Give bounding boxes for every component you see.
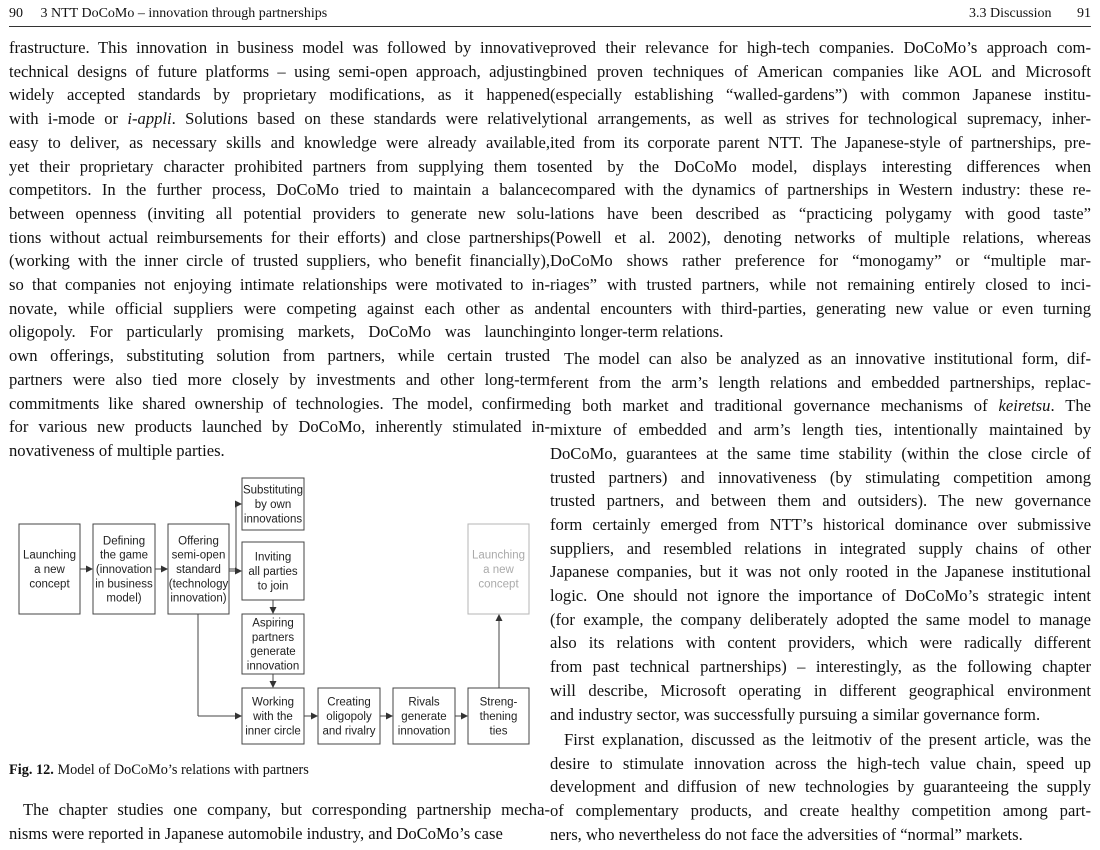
box-launching <box>19 524 80 614</box>
text-line <box>550 584 1091 608</box>
box-label-line: in business <box>95 578 153 591</box>
text-segment: sented by the DoCoMo model, displays interesting differences when <box>550 156 1091 176</box>
left-paragraph-2 <box>9 798 550 845</box>
box-label-line: innovation <box>397 725 451 738</box>
box-label-line: the game <box>100 549 148 562</box>
text-segment: (working with the inner circle of trusted suppliers, who benefit financially), <box>9 251 550 271</box>
box-label-line: and rivalry <box>322 725 376 738</box>
text-line <box>550 297 1091 321</box>
box-label-line: standard <box>176 564 221 576</box>
text-segment: The chapter studies one company, but corresponding partnership mecha- <box>23 800 550 819</box>
running-title-right: 3.3 Discussion <box>969 6 1052 21</box>
text-line <box>9 131 550 155</box>
text-segment: novate, while official suppliers were competing against each other as an <box>9 298 550 318</box>
text-segment: easy to deliver, as necessary skills and knowledge were already available, <box>9 132 550 152</box>
box-label-line: (technology <box>168 578 229 591</box>
text-segment: into longer-term relations. <box>550 322 724 342</box>
box-working <box>242 688 304 744</box>
text-segment: and industry sector, was successfully pursuing a similar governance form. <box>550 704 1041 724</box>
box-label-line: by own <box>254 499 292 511</box>
text-segment: bined proven techniques of American companies like AOL and Microsoft <box>550 61 1091 81</box>
text-line <box>550 655 1091 679</box>
text-segment: with i-mode or <box>9 109 128 129</box>
text-line <box>9 36 550 60</box>
text-segment: tional arrangements, as well as strives for technological supremacy, inher- <box>550 109 1091 129</box>
figure-caption <box>9 762 309 779</box>
text-segment: . The <box>1050 396 1091 416</box>
text-line <box>550 371 1091 395</box>
text-line <box>550 513 1091 537</box>
box-label-line: a new <box>34 564 65 576</box>
text-segment: compared with the dynamics of partnerships in Western industry: these re- <box>550 180 1091 200</box>
box-label-line: a new <box>483 564 514 576</box>
text-line <box>9 107 550 131</box>
text-segment: technical designs of future platforms – using semi-open approach, adjusting <box>9 61 550 81</box>
text-line <box>9 249 550 273</box>
text-segment: nisms were reported in Japanese automobile industry, and DoCoMo’s case <box>9 823 503 843</box>
text-segment: trusted partners, and between them and outsiders). The new governance <box>550 491 1091 511</box>
box-inviting <box>242 542 304 600</box>
box-label-line: Working <box>252 696 294 709</box>
text-segment: lations have been described as “practicing polygamy with good taste” <box>550 203 1091 223</box>
text-segment: for various new products launched by DoCoMo, inherently stimulated in- <box>9 417 550 437</box>
text-segment: novativeness of multiple parties. <box>9 440 225 460</box>
text-line <box>550 799 1091 823</box>
text-line <box>9 155 550 179</box>
box-creating <box>318 688 380 744</box>
box-label-line: Aspiring <box>252 617 294 630</box>
box-defining <box>93 524 155 614</box>
text-line <box>550 60 1091 84</box>
box-label-line: generate <box>250 646 296 659</box>
text-line <box>9 297 550 321</box>
text-line <box>550 36 1091 60</box>
box-label-line: with the <box>253 711 293 723</box>
running-head-left <box>9 4 550 24</box>
text-segment: suppliers, and resembled relations in integrated supply chains of other <box>550 538 1091 558</box>
text-line <box>550 775 1091 799</box>
text-segment: (Powell et al. 2002), denoting networks of multiple relations, whereas <box>550 227 1091 247</box>
text-segment: riages” with trusted partners, while not remaining entirely closed to inci- <box>550 275 1091 295</box>
box-label-line: all parties <box>248 566 298 578</box>
text-segment: commitments like shared ownership of technologies. The model, confirmed <box>9 393 550 413</box>
text-line <box>550 752 1091 776</box>
text-line <box>550 631 1091 655</box>
text-line <box>550 728 1091 752</box>
box-label-line: concept <box>29 578 70 591</box>
box-label-line: inner circle <box>245 725 301 738</box>
page-number-right: 91 <box>1077 6 1091 21</box>
header-rule-right <box>550 26 1091 27</box>
text-segment: competitors. In the further process, DoCoMo tried to maintain a balance <box>9 180 550 200</box>
text-segment: also its relations with content providers, which were radically different <box>550 633 1091 653</box>
text-segment: tions without actual reimbursements for their efforts) and close partnerships <box>9 227 550 247</box>
text-line <box>550 418 1091 442</box>
text-line <box>550 394 1091 418</box>
text-line <box>550 226 1091 250</box>
figure-12-diagram <box>9 470 550 755</box>
header-rule-left <box>9 26 550 27</box>
figure-caption-text: Model of DoCoMo’s relations with partners <box>53 762 309 778</box>
text-segment: between openness (inviting all potential providers to generate new solu- <box>9 203 550 223</box>
text-line <box>550 679 1091 703</box>
left-paragraph-1 <box>9 36 550 463</box>
text-segment: ferent from the arm’s length relations and embedded partnerships, replac- <box>550 372 1091 392</box>
box-label-line: Inviting <box>254 551 292 564</box>
text-segment: . Solutions based on these standards were relatively <box>171 109 550 129</box>
text-line <box>550 131 1091 155</box>
box-aspiring <box>242 614 304 674</box>
text-segment: DoCoMo, guarantees at the same time stability (within the close circle of <box>550 443 1091 463</box>
running-title-left: 3 NTT DoCoMo – innovation through partnerships <box>40 6 328 21</box>
text-line <box>550 466 1091 490</box>
text-segment: from past technical partnerships) – interestingly, as the following chapter <box>550 657 1091 677</box>
box-label-line: Launching <box>22 549 77 562</box>
box-label-line: partners <box>251 631 295 644</box>
box-launching-new <box>468 524 529 614</box>
text-segment: widely accepted standards by proprietary modifications, as it happened <box>9 85 550 105</box>
right-paragraph-1 <box>550 36 1091 344</box>
text-segment: oligopoly. For particularly promising markets, DoCoMo was launching <box>9 322 550 342</box>
text-segment: logic. One should not ignore the importance of DoCoMo’s strategic intent <box>550 586 1091 606</box>
text-segment: desire to stimulate innovation across the high-tech value chain, speed up <box>550 753 1091 773</box>
box-strengthening <box>468 688 529 744</box>
text-segment: DoCoMo shows rather preference for “monogamy” or “multiple mar- <box>550 251 1091 271</box>
page-number-left: 90 <box>9 6 23 21</box>
text-line <box>550 608 1091 632</box>
text-segment: ing both market and traditional governance mechanisms of <box>550 396 999 416</box>
text-segment: yet their proprietary character prohibited partners from supplying them to <box>9 156 550 176</box>
text-line <box>550 703 1091 727</box>
text-segment: own offerings, substituting solution from partners, while certain trusted <box>9 346 550 366</box>
text-line <box>9 368 550 392</box>
text-line <box>9 344 550 368</box>
text-line <box>550 155 1091 179</box>
right-paragraph-2 <box>550 347 1091 726</box>
box-label-line: Launching <box>471 549 526 562</box>
box-label-line: Creating <box>327 696 371 709</box>
box-label-line: oligopoly <box>326 711 372 723</box>
box-label-line: Streng- <box>479 696 518 709</box>
text-segment: proved their relevance for high-tech companies. DoCoMo’s approach com- <box>550 38 1091 57</box>
box-label-line: to join <box>257 580 289 593</box>
text-segment: (especially establishing “walled-gardens”) with common Japanese institu- <box>550 85 1091 105</box>
text-line <box>550 178 1091 202</box>
text-segment: The model can also be analyzed as an innovative institutional form, dif- <box>564 349 1091 368</box>
box-label-line: innovation) <box>170 592 227 605</box>
box-label-line: generate <box>401 711 447 723</box>
box-offering <box>168 524 229 614</box>
box-label-line: Substituting <box>242 484 304 497</box>
italic-term: i-appli <box>127 109 172 129</box>
text-segment: frastructure. This innovation in business model was followed by innovative <box>9 38 550 57</box>
text-line <box>550 560 1091 584</box>
running-head-right <box>550 4 1091 24</box>
box-label-line: model) <box>106 592 142 605</box>
box-label-line: semi-open <box>171 549 226 562</box>
text-segment: mixture of embedded and arm’s length ties, intentionally maintained by <box>550 420 1091 440</box>
text-line <box>9 415 550 439</box>
text-line <box>550 249 1091 273</box>
text-line <box>9 226 550 250</box>
text-segment: ners, who nevertheless do not face the adversities of “normal” markets. <box>550 824 1023 844</box>
text-line <box>550 823 1091 847</box>
text-line <box>550 107 1091 131</box>
text-line <box>9 273 550 297</box>
box-rivals <box>393 688 455 744</box>
text-line <box>550 273 1091 297</box>
text-line <box>9 439 550 463</box>
figure-caption-label: Fig. 12. <box>9 762 54 778</box>
text-line <box>550 489 1091 513</box>
italic-term: keiretsu <box>998 396 1051 416</box>
text-segment: development and diffusion of new technologies by guaranteeing the supply <box>550 777 1091 797</box>
box-label-line: innovation <box>246 660 300 673</box>
text-segment: ited from its corporate parent NTT. The Japanese-style of partnerships, pre- <box>550 132 1091 152</box>
text-segment: so that companies not enjoying intimate relationships were motivated to in- <box>9 275 550 295</box>
text-line <box>550 442 1091 466</box>
text-line <box>550 83 1091 107</box>
box-label-line: Rivals <box>408 696 440 709</box>
text-line <box>550 537 1091 561</box>
text-segment: Japanese companies, but it was not only rooted in the Japanese institutional <box>550 562 1091 582</box>
text-line <box>9 822 550 846</box>
text-line <box>9 202 550 226</box>
text-segment: partners were also tied more closely by investments and other long-term <box>9 369 550 389</box>
text-segment: (for example, the company deliberately adopted the same model to manage <box>550 609 1091 629</box>
text-segment: of complementary products, and create healthy competition among part- <box>550 801 1091 821</box>
box-substituting <box>242 478 304 530</box>
box-label-line: innovations <box>243 513 303 526</box>
text-segment: First explanation, discussed as the leitmotiv of the present article, was the <box>564 730 1091 749</box>
text-segment: form certainly emerged from NTT’s historical dominance over submissive <box>550 514 1091 534</box>
text-segment: trusted partners) and innovativeness (by stimulating competition among <box>550 467 1091 487</box>
text-line <box>550 347 1091 371</box>
box-label-line: ties <box>489 725 508 738</box>
text-line <box>550 320 1091 344</box>
text-line <box>9 60 550 84</box>
box-label-line: concept <box>478 578 519 591</box>
text-line <box>9 392 550 416</box>
box-label-line: Defining <box>102 535 146 548</box>
box-label-line: Offering <box>178 535 219 548</box>
text-line <box>9 320 550 344</box>
text-line <box>9 83 550 107</box>
right-paragraph-3 <box>550 728 1091 847</box>
text-line <box>9 178 550 202</box>
right-page <box>550 0 1091 850</box>
left-page <box>9 0 550 850</box>
text-line <box>9 798 550 822</box>
text-segment: dental encounters with third-parties, generating new value or even turning <box>550 298 1091 318</box>
box-label-line: thening <box>479 711 518 723</box>
text-segment: will describe, Microsoft operating in different geographical environment <box>550 680 1091 700</box>
box-label-line: (innovation <box>95 564 153 576</box>
text-line <box>550 202 1091 226</box>
